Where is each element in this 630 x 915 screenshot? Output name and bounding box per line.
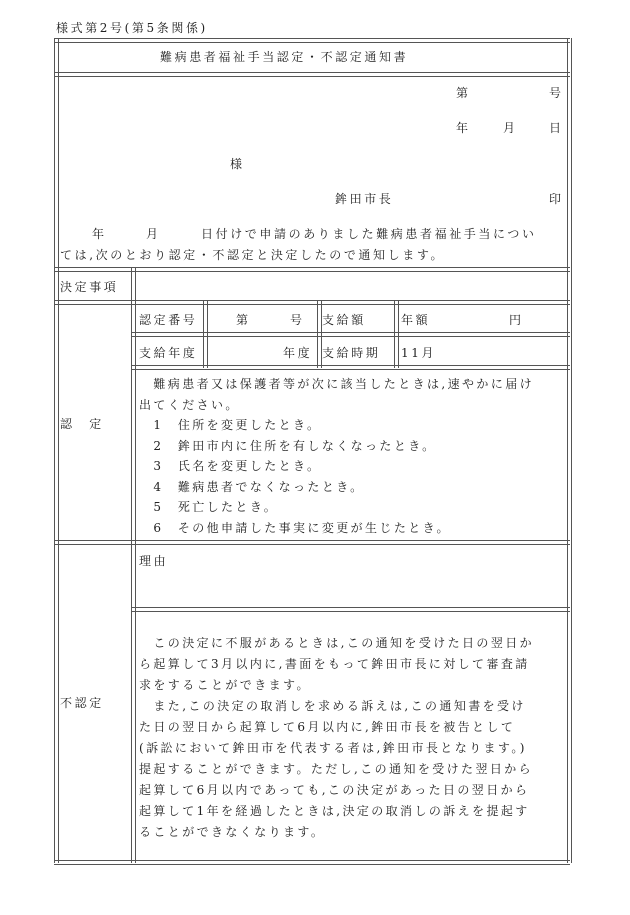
amount-nengaku: 年額 — [401, 313, 431, 327]
appeal-line: この決定に不服があるときは,この通知を受けた日の翌日か — [139, 636, 535, 650]
intro-year: 年 — [92, 227, 107, 241]
reason-label: 理由 — [139, 554, 169, 568]
notice-line: 出てください。 — [139, 397, 240, 412]
notice-line: 4 難病患者でなくなったとき。 — [139, 479, 365, 494]
seal-mark: 印 — [549, 192, 564, 206]
appeal-line: ら起算して3月以内に,書面をもって鉾田市長に対して審査請 — [139, 657, 530, 671]
intro-line2: ては,次のとおり認定・不認定と決定したので通知します。 — [60, 248, 446, 262]
frame-right — [567, 38, 572, 863]
cert-no-dai: 第 — [236, 313, 251, 327]
frame-left — [54, 38, 59, 863]
number-dai: 第 — [456, 86, 471, 100]
appeal-line: ることができなくなります。 — [139, 825, 326, 839]
date-year: 年 — [456, 121, 471, 135]
frame-top — [54, 38, 570, 43]
reason-separator — [131, 607, 570, 612]
payment-timing-label: 支給時期 — [322, 346, 381, 360]
form-number-header: 様式第2号(第5条関係) — [56, 21, 208, 35]
date-month: 月 — [503, 121, 518, 135]
payment-timing-value: 11月 — [401, 346, 437, 360]
approval-row-separator — [131, 332, 570, 337]
appeal-line: 起算して6月以内であっても,この決定があった日の翌日から — [139, 783, 530, 797]
payment-year-label: 支給年度 — [139, 346, 198, 360]
notice-line: 6 その他申請した事実に変更が生じたとき。 — [139, 520, 451, 535]
addressee-suffix: 様 — [230, 157, 245, 171]
intro-line1: 日付けで申請のありました難病患者福祉手当につい — [201, 227, 537, 241]
appeal-line: 求をすることができます。 — [139, 678, 311, 692]
approval-label: 認 定 — [60, 417, 104, 431]
notice-line: 1 住所を変更したとき。 — [139, 418, 322, 432]
appeal-line: 提起することができます。ただし,この通知を受けた翌日から — [139, 762, 534, 776]
amount-yen: 円 — [509, 313, 524, 327]
notice-line: 3 氏名を変更したとき。 — [139, 459, 322, 473]
appeal-line: た日の翌日から起算して6月以内に,鉾田市長を被告として — [139, 720, 516, 734]
decision-label: 決定事項 — [60, 280, 119, 294]
notice-line: 2 鉾田市内に住所を有しなくなったとき。 — [139, 438, 437, 453]
notice-line: 5 死亡したとき。 — [139, 500, 279, 514]
intro-month: 月 — [146, 227, 161, 241]
payment-year-unit: 年度 — [283, 346, 313, 360]
document-title: 難病患者福祉手当認定・不認定通知書 — [160, 50, 409, 64]
notice-line: 難病患者又は保護者等が次に該当したときは,速やかに届け — [139, 377, 535, 391]
cert-no-go: 号 — [290, 313, 305, 327]
number-go: 号 — [549, 86, 564, 100]
appeal-line: (訴訟において鉾田市を代表する者は,鉾田市長となります。) — [139, 741, 527, 755]
approval-section-bottom — [54, 540, 570, 545]
approval-table-bottom — [131, 365, 570, 370]
label-column-divider — [131, 267, 136, 863]
amount-label: 支給額 — [322, 313, 366, 327]
cert-no-label: 認定番号 — [139, 313, 198, 327]
date-day: 日 — [549, 121, 564, 135]
issuer-name: 鉾田市長 — [335, 192, 394, 206]
appeal-line: また,この決定の取消しを求める訴えは,この通知書を受け — [139, 699, 526, 713]
rejection-label: 不認定 — [60, 696, 104, 710]
title-separator — [54, 72, 570, 77]
appeal-line: 起算して1年を経過したときは,決定の取消しの訴えを提起す — [139, 804, 530, 818]
decision-separator — [54, 300, 570, 305]
